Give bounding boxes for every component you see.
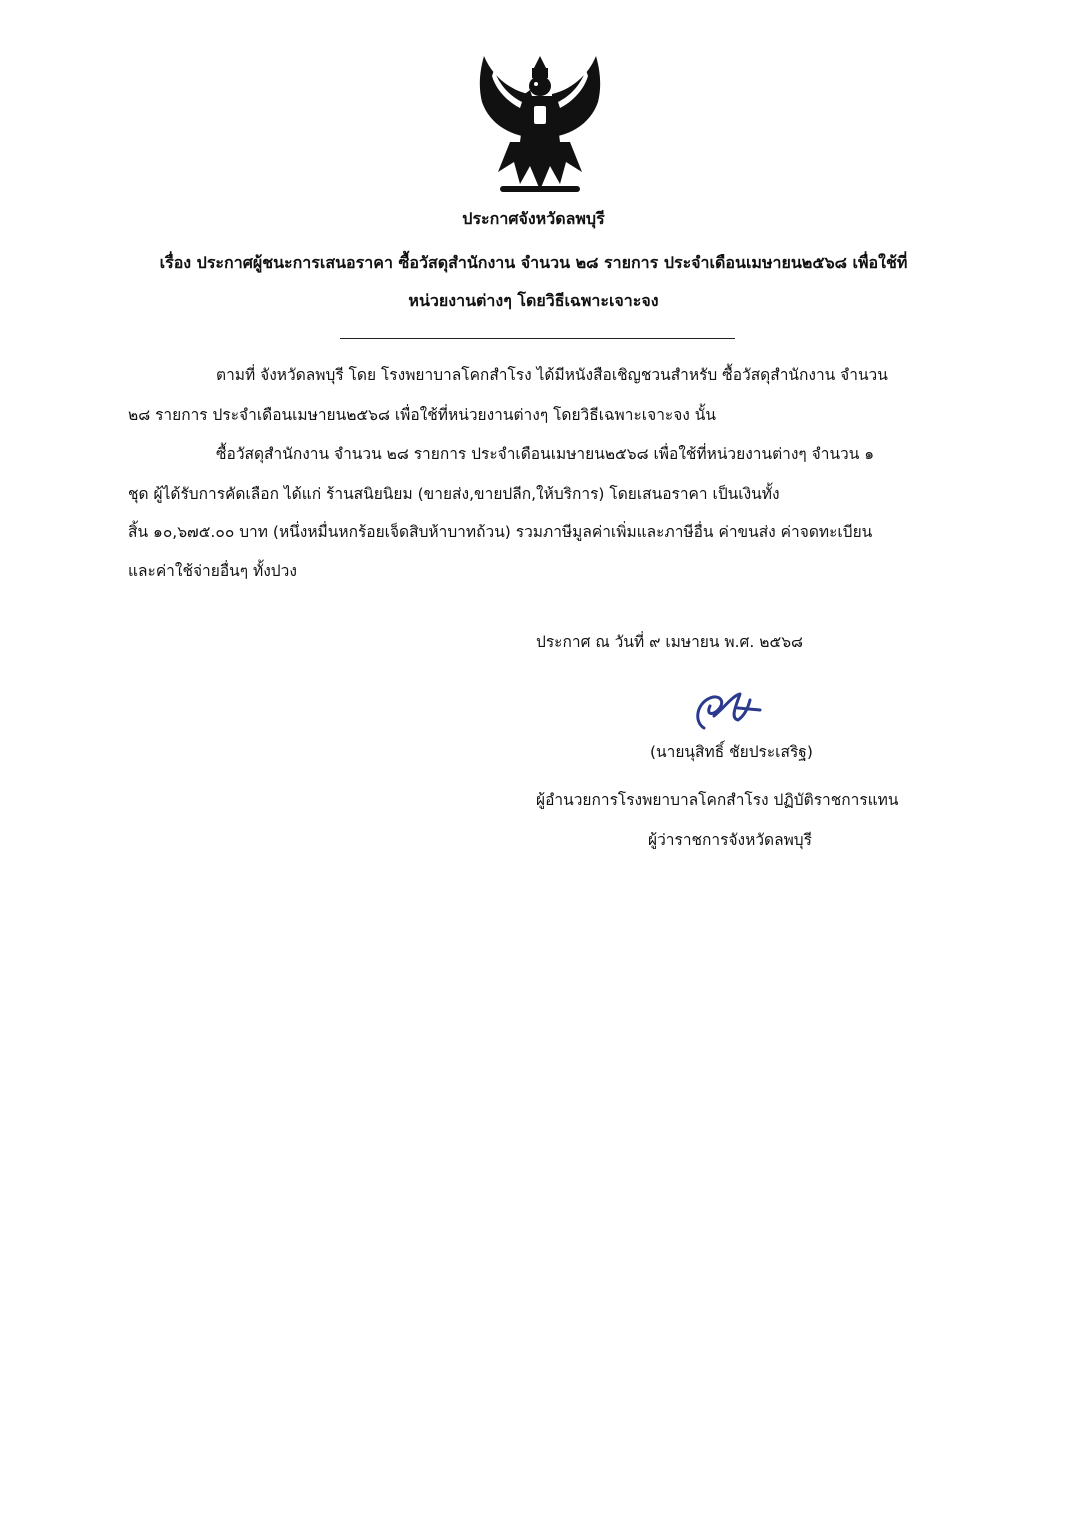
signer-title-line-2: ผู้ว่าราชการจังหวัดลพบุรี xyxy=(648,831,812,849)
announcement-date: ประกาศ ณ วันที่ ๙ เมษายน พ.ศ. ๒๕๖๘ xyxy=(536,633,803,651)
subject-line-2: หน่วยงานต่างๆ โดยวิธีเฉพาะเจาะจง xyxy=(408,291,659,310)
handwritten-signature xyxy=(690,688,770,734)
subject-line-1: เรื่อง ประกาศผู้ชนะการเสนอราคา ซื้อวัสดุสำนักงาน จำนวน ๒๘ รายการ ประจำเดือนเมษายน๒๕๖๘ เพื่อใช้ที่ xyxy=(159,253,908,272)
signer-title-line-1: ผู้อำนวยการโรงพยาบาลโคกสำโรง ปฏิบัติราชการแทน xyxy=(536,791,899,809)
paragraph-1-line-2: ๒๘ รายการ ประจำเดือนเมษายน๒๕๖๘ เพื่อใช้ที่หน่วยงานต่างๆ โดยวิธีเฉพาะเจาะจง นั้น xyxy=(128,406,716,424)
title-divider xyxy=(340,338,735,339)
signer-name: (นายนุสิทธิ์ ชัยประเสริฐ) xyxy=(650,743,813,761)
paragraph-1-line-1: ตามที่ จังหวัดลพบุรี โดย โรงพยาบาลโคกสำโรง ได้มีหนังสือเชิญชวนสำหรับ ซื้อวัสดุสำนักงาน จำนวน xyxy=(216,366,888,384)
paragraph-2-line-1: ซื้อวัสดุสำนักงาน จำนวน ๒๘ รายการ ประจำเดือนเมษายน๒๕๖๘ เพื่อใช้ที่หน่วยงานต่างๆ จำนวน ๑ xyxy=(216,445,875,463)
announcement-title: ประกาศจังหวัดลพบุรี xyxy=(462,209,605,228)
paragraph-2-line-3: สิ้น ๑๐,๖๗๕.๐๐ บาท (หนึ่งหมื่นหกร้อยเจ็ดสิบห้าบาทถ้วน) รวมภาษีมูลค่าเพิ่มและภาษีอื่น ค่าขนส่ง ค่าจดทะเบียน xyxy=(128,523,873,541)
paragraph-2-line-2: ชุด ผู้ได้รับการคัดเลือก ได้แก่ ร้านสนิยนิยม (ขายส่ง,ขายปลีก,ให้บริการ) โดยเสนอราคา เป็นเงินทั้ง xyxy=(128,485,780,503)
paragraph-2-line-4: และค่าใช้จ่ายอื่นๆ ทั้งปวง xyxy=(128,562,297,580)
garuda-emblem-icon xyxy=(470,50,610,198)
